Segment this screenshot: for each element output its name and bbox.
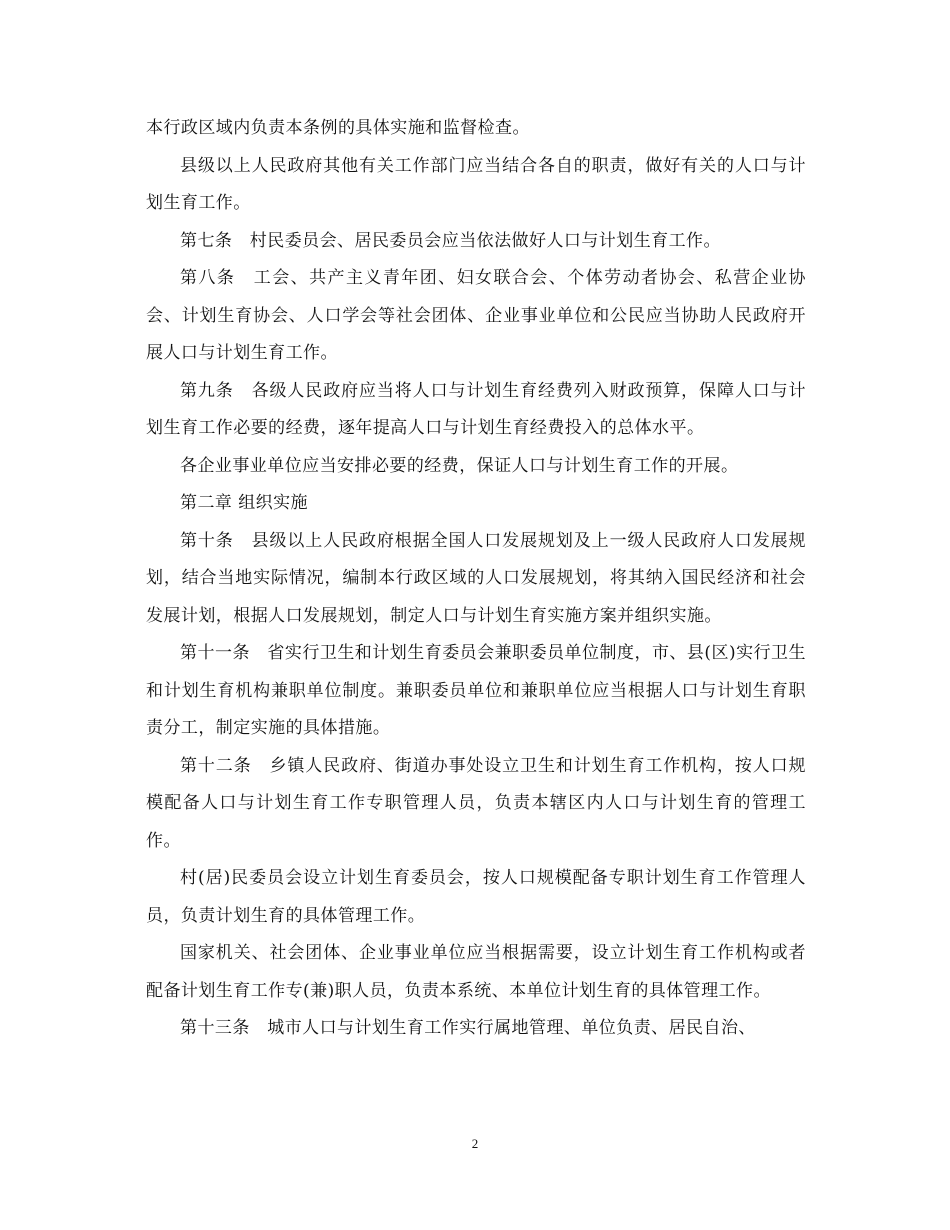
article-12: 第十二条 乡镇人民政府、街道办事处设立卫生和计划生育工作机构，按人口规模配备人口与计划生育工作专职管理人员，负责本辖区内人口与计划生育的管理工作。 [146, 755, 806, 851]
document-body [146, 110, 806, 1048]
article-13: 第十三条 城市人口与计划生育工作实行属地管理、单位负责、居民自治、 [180, 1018, 756, 1038]
article-11: 第十一条 省实行卫生和计划生育委员会兼职委员单位制度，市、县(区)实行卫生和计划生育机构兼职单位制度。兼职委员单位和兼职单位应当根据人口与计划生育职责分工，制定实施的具体措施。 [146, 643, 806, 738]
paragraph-continuation: 本行政区域内负责本条例的具体实施和监督检查。 [146, 118, 530, 138]
article-7: 第七条 村民委员会、居民委员会应当依法做好人口与计划生育工作。 [180, 230, 721, 251]
page-number: 2 [471, 1136, 479, 1151]
article-10: 第十条 县级以上人民政府根据全国人口发展规划及上一级人民政府人口发展规划，结合当地实际情况，编制本行政区域的人口发展规划，将其纳入国民经济和社会发展计划，根据人口发展规划，制定人口与计划生育实施方案并组织实施。 [146, 530, 806, 626]
article-8: 第八条 工会、共产主义青年团、妇女联合会、个体劳动者协会、私营企业协会、计划生育协会、人口学会等社会团体、企业事业单位和公民应当协助人民政府开展人口与计划生育工作。 [146, 268, 806, 363]
chapter-heading: 第二章 组织实施 [180, 493, 309, 513]
article-9: 第九条 各级人民政府应当将人口与计划生育经费列入财政预算，保障人口与计划生育工作必要的经费，逐年提高人口与计划生育经费投入的总体水平。 [146, 380, 806, 438]
paragraph: 各企业事业单位应当安排必要的经费，保证人口与计划生育工作的开展。 [180, 455, 739, 476]
paragraph: 村(居)民委员会设立计划生育委员会，按人口规模配备专职计划生育工作管理人员，负责计划生育的具体管理工作。 [146, 868, 806, 926]
paragraph: 国家机关、社会团体、企业事业单位应当根据需要，设立计划生育工作机构或者配备计划生育工作专(兼)职人员，负责本系统、本单位计划生育的具体管理工作。 [146, 943, 806, 1001]
paragraph: 县级以上人民政府其他有关工作部门应当结合各自的职责，做好有关的人口与计划生育工作。 [146, 155, 806, 213]
